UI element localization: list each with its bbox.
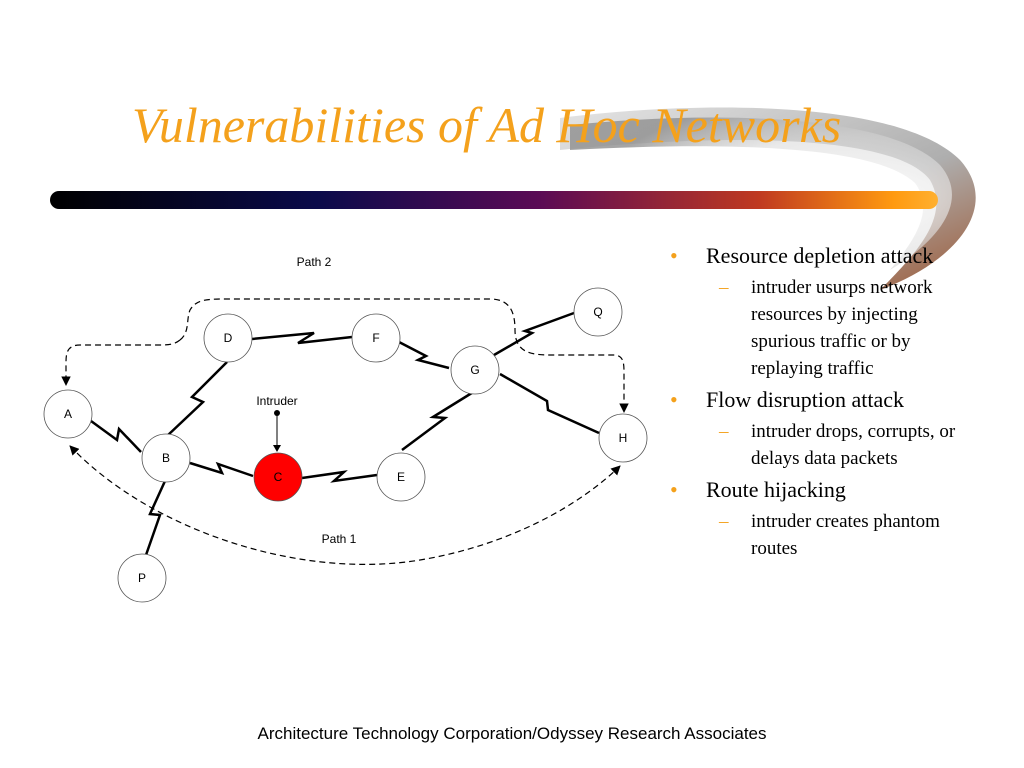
- node-h-label: H: [618, 431, 628, 445]
- slide-footer: Architecture Technology Corporation/Odyssey Research Associates: [257, 724, 767, 743]
- node-e-label: E: [396, 470, 406, 484]
- link-d-b: [167, 362, 227, 436]
- dash-icon: –: [719, 277, 729, 298]
- link-b-c: [190, 463, 253, 476]
- bullet-text: Resource depletion attack: [706, 243, 934, 268]
- sub-bullet-item: [706, 508, 962, 562]
- node-g-label: G: [470, 363, 480, 377]
- slide-title: Vulnerabilities of Ad Hoc Networks: [132, 97, 842, 153]
- intruder-label: Intruder: [256, 394, 298, 408]
- bullet-text: Route hijacking: [706, 477, 846, 502]
- link-e-g: [402, 391, 475, 450]
- node-p-label: P: [137, 571, 147, 585]
- node-a-label: A: [63, 407, 73, 421]
- sub-bullet-item: [706, 274, 962, 382]
- node-q-label: Q: [593, 305, 603, 319]
- sub-bullet-item: [706, 418, 962, 472]
- bullet-item: [662, 242, 962, 382]
- bullet-item: [662, 476, 962, 562]
- link-g-q: [494, 313, 574, 355]
- node-d-label: D: [223, 331, 233, 345]
- sub-bullet-text: intruder drops, corrupts, or delays data packets: [751, 421, 956, 469]
- path-2-route: [180, 299, 624, 412]
- bullet-dot-icon: •: [670, 477, 678, 502]
- sub-bullet-text: intruder creates phantom routes: [751, 511, 940, 559]
- bullet-dot-icon: •: [670, 243, 678, 268]
- path-2-label: Path 2: [296, 255, 332, 269]
- intruder-pointer-arrow: [273, 445, 281, 452]
- sub-bullet-list: [706, 508, 962, 562]
- sub-bullet-text: intruder usurps network resources by injecting spurious traffic or by replaying traffic: [751, 277, 933, 379]
- node-f-label: F: [372, 331, 380, 345]
- link-a-b: [91, 421, 141, 452]
- link-f-g: [399, 342, 449, 368]
- sub-bullet-list: [706, 274, 962, 382]
- node-b-label: B: [161, 451, 171, 465]
- link-d-f: [252, 333, 352, 343]
- path-2-route-left: [66, 340, 180, 385]
- link-c-e: [302, 472, 377, 481]
- sub-bullet-list: [706, 418, 962, 472]
- dash-icon: –: [719, 421, 729, 442]
- node-c-label: C: [273, 470, 283, 484]
- link-b-p: [146, 481, 165, 555]
- bullet-text: Flow disruption attack: [706, 387, 904, 412]
- bullet-list: [662, 238, 962, 566]
- bullet-item: [662, 386, 962, 472]
- bullet-dot-icon: •: [670, 387, 678, 412]
- path-1-label: Path 1: [321, 532, 357, 546]
- link-g-h: [500, 374, 599, 433]
- dash-icon: –: [719, 511, 729, 532]
- intruder-pointer-dot: [274, 410, 280, 416]
